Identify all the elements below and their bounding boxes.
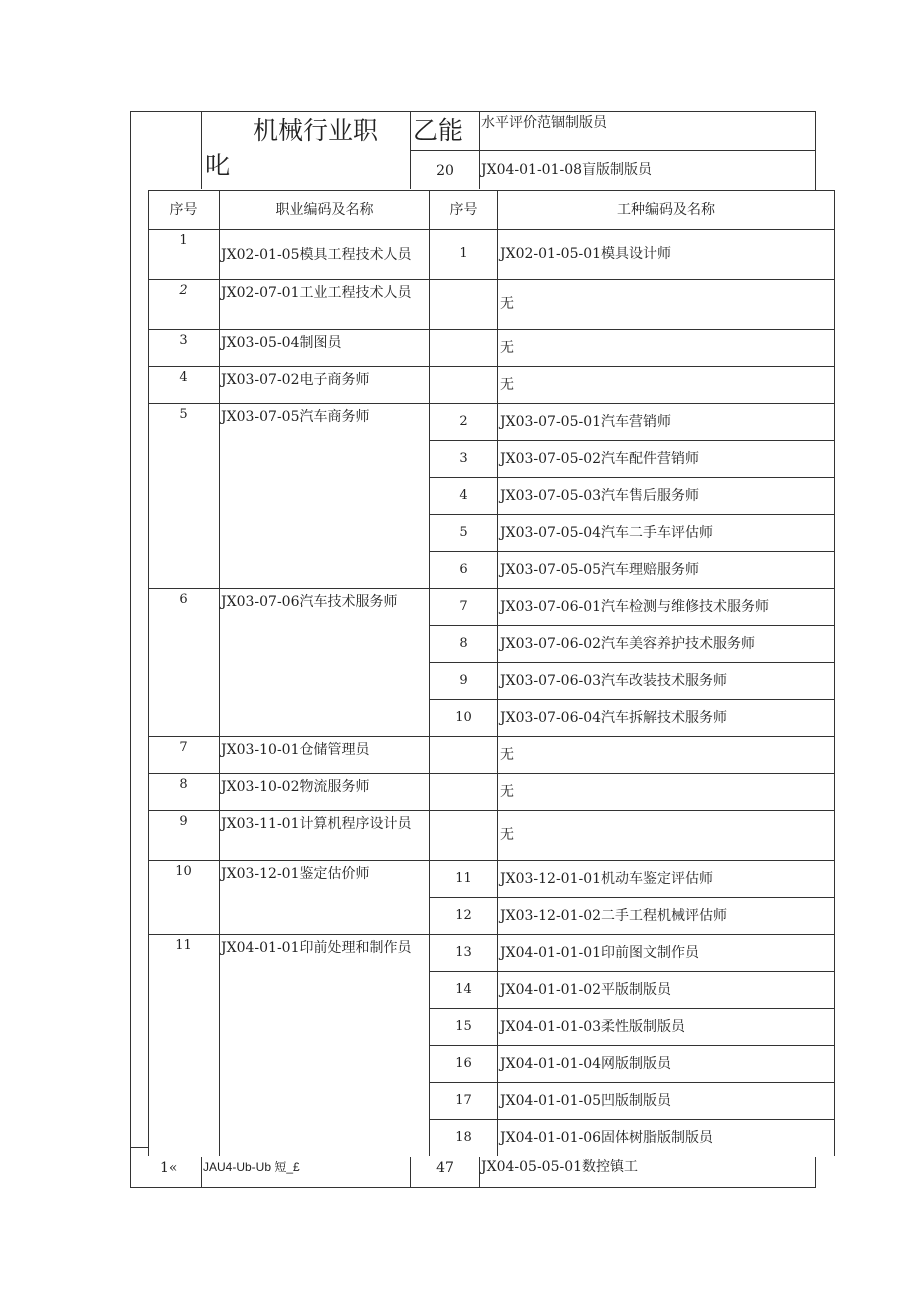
row-item-name: 无 — [500, 784, 514, 800]
row-occupation: JX02-07-01工业工程技术人员 — [221, 285, 412, 301]
row-item-name: 无 — [500, 377, 514, 393]
row-item-num: 6 — [459, 562, 468, 577]
back-bottom-code: JAU4-Ub-Ub 短_£ — [203, 1160, 300, 1174]
back-bottom-left: 1« — [160, 1160, 178, 1176]
row-item-name: 无 — [500, 340, 514, 356]
row-seq: 5 — [179, 407, 188, 422]
row-item-num: 2 — [459, 414, 468, 429]
row-occupation: JX03-11-01计算机程序设计员 — [221, 816, 412, 832]
header-occupation: 职业编码及名称 — [275, 202, 374, 218]
row-item-name: JX03-07-05-03汽车售后服务师 — [500, 488, 700, 504]
row-item-num: 8 — [459, 636, 468, 651]
row-item-num: 17 — [455, 1093, 472, 1108]
back-title-right: 乙能 — [413, 116, 464, 145]
row-item-name: JX03-07-06-03汽车改装技术服务师 — [500, 673, 728, 689]
back-row2-num: 20 — [436, 163, 454, 179]
row-item-name: JX03-07-05-01汽车营销师 — [500, 414, 672, 430]
back-bottom-text: JX04-05-05-01数控镇工 — [481, 1159, 639, 1175]
row-occupation: JX04-01-01印前处理和制作员 — [221, 940, 412, 956]
header-seq2: 序号 — [449, 202, 478, 218]
row-item-name: JX04-01-01-03柔性版制版员 — [500, 1019, 686, 1035]
row-item-name: 无 — [500, 827, 514, 843]
back-row2-text: JX04-01-01-08盲版制版员 — [481, 162, 653, 178]
row-item-name: JX03-07-06-02汽车美容养护技术服务师 — [500, 636, 756, 652]
row-seq: 10 — [175, 864, 192, 879]
row-item-name: JX03-07-06-01汽车检测与维修技术服务师 — [500, 599, 770, 615]
row-occupation: JX03-07-02电子商务师 — [221, 372, 370, 388]
row-item-num: 5 — [459, 525, 468, 540]
row-seq: 2 — [179, 283, 188, 298]
row-seq: 4 — [179, 370, 188, 385]
row-seq: 7 — [179, 740, 188, 755]
row-item-name: JX04-01-01-06固体树脂版制版员 — [500, 1130, 714, 1146]
row-item-name: JX02-01-05-01模具设计师 — [500, 246, 672, 262]
row-item-num: 13 — [455, 945, 472, 960]
row-item-num: 4 — [459, 488, 468, 503]
row-item-num: 12 — [455, 908, 472, 923]
row-item-num: 15 — [455, 1019, 472, 1034]
row-occupation: JX02-01-05模具工程技术人员 — [221, 247, 412, 263]
row-item-name: JX03-07-06-04汽车拆解技术服务师 — [500, 710, 728, 726]
row-item-num: 18 — [455, 1130, 472, 1145]
row-item-name: JX03-12-01-02二手工程机械评估师 — [500, 908, 728, 924]
header-seq: 序号 — [169, 202, 198, 218]
row-item-name: JX04-01-01-01印前图文制作员 — [500, 945, 700, 961]
row-seq: 1 — [179, 233, 188, 248]
row-occupation: JX03-07-06汽车技术服务师 — [221, 594, 398, 610]
row-item-num: 14 — [455, 982, 472, 997]
row-item-name: 无 — [500, 296, 514, 312]
row-item-num: 16 — [455, 1056, 472, 1071]
row-item-num: 11 — [455, 871, 472, 886]
row-item-name: JX04-01-01-05凹版制版员 — [500, 1093, 672, 1109]
back-title-line2: 叱 — [205, 151, 231, 180]
row-item-num: 1 — [459, 246, 468, 261]
row-occupation: JX03-12-01鉴定估价师 — [221, 866, 370, 882]
row-item-name: JX03-07-05-02汽车配件营销师 — [500, 451, 700, 467]
row-seq: 3 — [179, 333, 188, 348]
back-title-line1: 机械行业职 — [253, 116, 379, 145]
row-item-name: JX03-07-05-05汽车理赔服务师 — [500, 562, 700, 578]
row-item-num: 7 — [459, 599, 468, 614]
back-row1-text: 水平评价范锢制版员 — [481, 115, 607, 131]
row-item-name: JX04-01-01-04网版制版员 — [500, 1056, 672, 1072]
row-seq: 8 — [179, 777, 188, 792]
row-seq: 11 — [175, 938, 192, 953]
header-work-type: 工种编码及名称 — [617, 202, 715, 218]
row-occupation: JX03-05-04制图员 — [221, 335, 342, 351]
row-occupation: JX03-10-01仓储管理员 — [221, 742, 370, 758]
row-item-name: JX04-01-01-02平版制版员 — [500, 982, 672, 998]
row-item-name: 无 — [500, 747, 514, 763]
occupation-table — [148, 190, 835, 1157]
row-occupation: JX03-07-05汽车商务师 — [221, 409, 370, 425]
row-item-name: JX03-12-01-01机动车鉴定评估师 — [500, 871, 714, 887]
row-seq: 6 — [179, 592, 188, 607]
row-seq: 9 — [179, 814, 188, 829]
row-item-num: 3 — [459, 451, 468, 466]
row-item-num: 9 — [459, 673, 468, 688]
row-item-num: 10 — [455, 710, 472, 725]
back-bottom-num: 47 — [436, 1160, 454, 1176]
row-occupation: JX03-10-02物流服务师 — [221, 779, 370, 795]
row-item-name: JX03-07-05-04汽车二手车评估师 — [500, 525, 714, 541]
